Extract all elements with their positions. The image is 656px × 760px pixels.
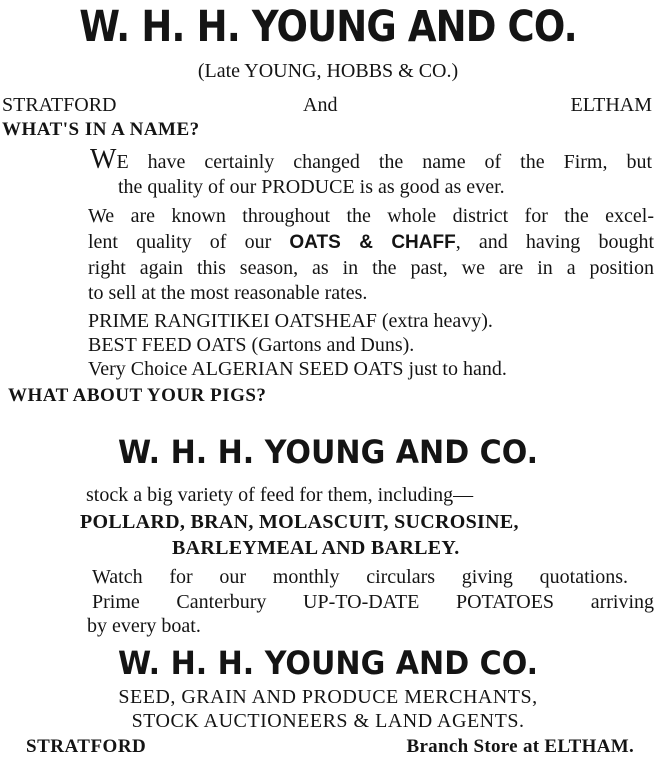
paragraph-2-line-3: right again this season, as in the past, we are in a position <box>88 257 654 279</box>
location-and: And <box>303 94 338 116</box>
item-feed-oats: BEST FEED OATS (Gartons and Duns). <box>88 334 415 356</box>
footer-branch-store: Branch Store at ELTHAM. <box>406 736 634 757</box>
section-heading-pigs: WHAT ABOUT YOUR PIGS? <box>8 385 267 406</box>
late-name-line: (Late YOUNG, HOBBS & CO.) <box>197 60 459 82</box>
products-line-1: POLLARD, BRAN, MOLASCUIT, SUCROSINE, <box>80 511 519 533</box>
location-eltham: ELTHAM <box>570 94 652 116</box>
paragraph-2-line-2 <box>88 231 654 254</box>
company-headline-footer: W. H. H. YOUNG AND CO. <box>117 644 539 682</box>
prime-line-1: Prime Canterbury UP-TO-DATE POTATOES arriving <box>92 591 654 613</box>
auctioneers-line: STOCK AUCTIONEERS & LAND AGENTS. <box>131 710 525 732</box>
oats-chaff: OATS & CHAFF <box>289 232 456 253</box>
paragraph-1-line-1 <box>90 146 652 174</box>
paragraph-1-line-2: the quality of our PRODUCE is as good as ever. <box>118 176 505 198</box>
company-headline-mid: W. H. H. YOUNG AND CO. <box>117 433 539 471</box>
company-headline: W. H. H. YOUNG AND CO. <box>79 2 577 52</box>
paragraph-2-line-1: We are known throughout the whole district for the excel- <box>88 205 654 227</box>
stock-line: stock a big variety of feed for them, including— <box>86 484 474 506</box>
location-stratford: STRATFORD <box>2 94 117 116</box>
item-oatsheaf: PRIME RANGITIKEI OATSHEAF (extra heavy). <box>88 310 493 332</box>
watch-line: Watch for our monthly circulars giving quotations. <box>92 566 628 588</box>
products-line-2: BARLEYMEAL AND BARLEY. <box>172 537 460 559</box>
prime-line-2: by every boat. <box>87 615 201 637</box>
merchants-line: SEED, GRAIN AND PRODUCE MERCHANTS, <box>118 686 538 708</box>
drop-cap: W <box>90 144 117 175</box>
item-seed-oats: Very Choice ALGERIAN SEED OATS just to hand. <box>88 358 507 380</box>
paragraph-1-line-1-text: E have certainly changed the name of the Firm, but <box>116 151 652 173</box>
footer-stratford: STRATFORD <box>26 736 147 757</box>
paragraph-2-line-2-post: , and having bought <box>455 231 654 253</box>
section-heading-name: WHAT'S IN A NAME? <box>2 119 200 140</box>
paragraph-2-line-4: to sell at the most reasonable rates. <box>88 282 368 304</box>
paragraph-2-line-2-pre: lent quality of our <box>88 231 290 253</box>
